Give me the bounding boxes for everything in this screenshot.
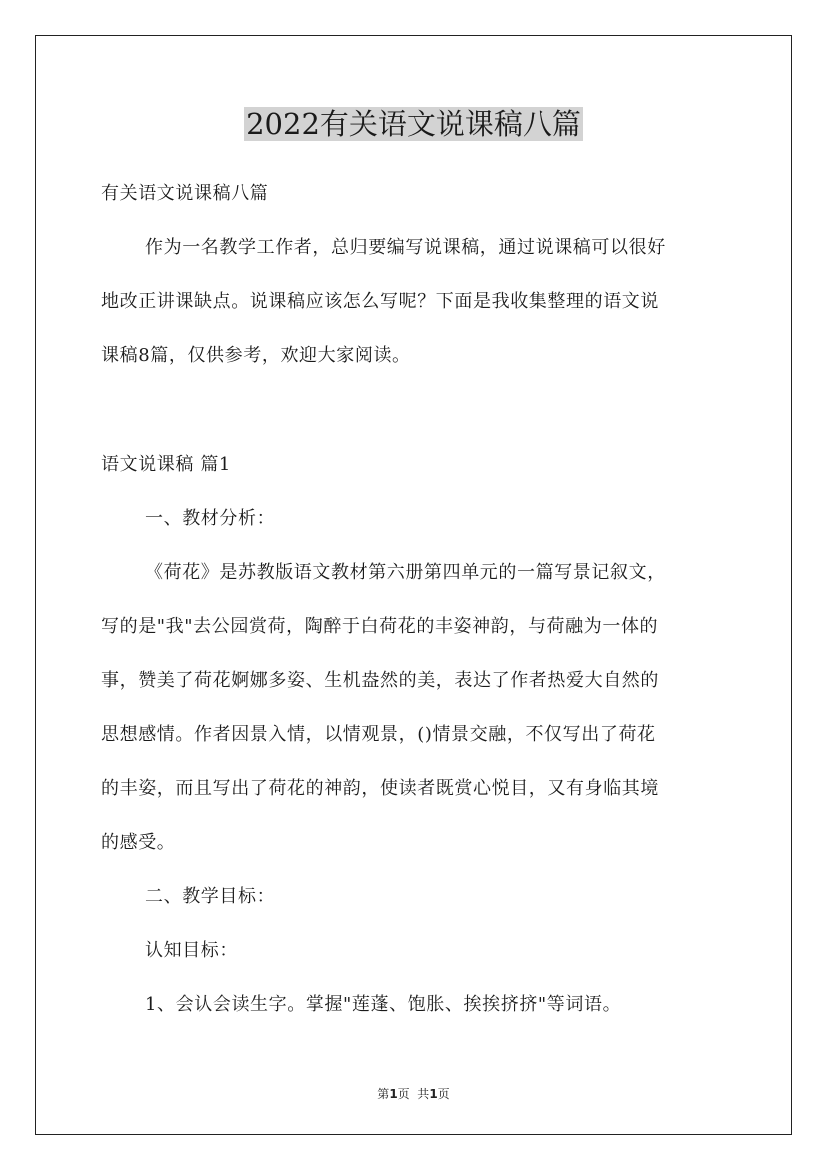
intro-line-2: 地改正讲课缺点。说课稿应该怎么写呢？下面是我收集整理的语文说	[101, 291, 659, 312]
analysis-line-4: 思想感情。作者因景入情，以情观景，()情景交融，不仅写出了荷花	[101, 724, 656, 745]
footer-page-mid: 页 共	[397, 1087, 430, 1101]
footer-page-suffix: 页	[437, 1087, 450, 1101]
document-title-text: 2022有关语文说课稿八篇	[246, 107, 581, 141]
analysis-line-1: 《荷花》是苏教版语文教材第六册第四单元的一篇写景记叙文，	[145, 562, 666, 583]
footer-page-prefix: 第	[377, 1087, 390, 1101]
analysis-line-6: 的感受。	[101, 832, 176, 853]
document-title	[0, 104, 827, 144]
footer-total-pages: 1	[429, 1087, 438, 1101]
analysis-line-2: 写的是"我"去公园赏荷，陶醉于白荷花的丰姿神韵，与荷融为一体的	[101, 616, 659, 637]
page-footer	[0, 1086, 827, 1102]
footer-page-number: 1	[389, 1087, 398, 1101]
objective-1: 1、会认会读生字。掌握"莲蓬、饱胀、挨挨挤挤"等词语。	[145, 994, 622, 1015]
analysis-line-5: 的丰姿，而且写出了荷花的神韵，使读者既赏心悦目，又有身临其境	[101, 778, 659, 799]
part1-heading: 一、教材分析：	[145, 508, 276, 529]
intro-line-3: 课稿8篇，仅供参考，欢迎大家阅读。	[101, 345, 411, 366]
analysis-line-3: 事，赞美了荷花婀娜多姿、生机盎然的美，表达了作者热爱大自然的	[101, 670, 659, 691]
part2-heading: 二、教学目标：	[145, 886, 276, 907]
document-subtitle: 有关语文说课稿八篇	[101, 183, 269, 204]
cognitive-heading: 认知目标：	[145, 940, 238, 961]
intro-line-1: 作为一名教学工作者，总归要编写说课稿，通过说课稿可以很好	[145, 237, 666, 258]
section-heading: 语文说课稿 篇1	[101, 454, 231, 475]
